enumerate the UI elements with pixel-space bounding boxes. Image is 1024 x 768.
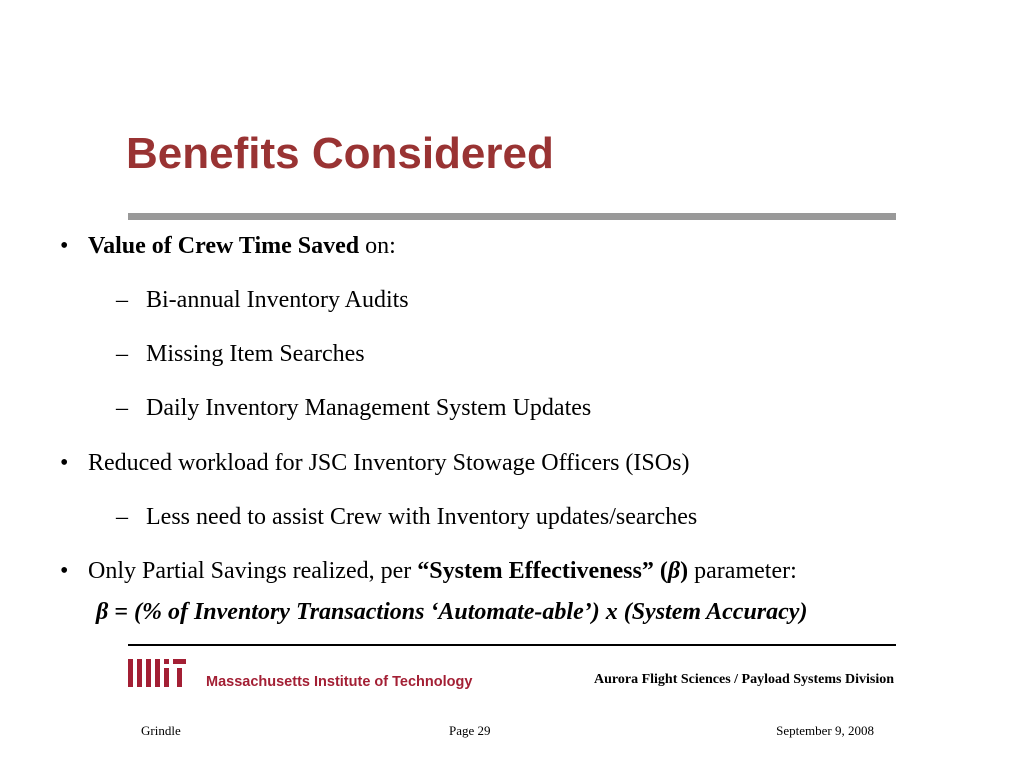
footer-date: September 9, 2008 [776,723,874,738]
bullet-item-partial-savings [88,556,797,586]
sub-bullet-marker: – [116,395,128,421]
footer-page-number: Page 29 [449,723,491,738]
mit-logo-mark [128,659,186,687]
bullet-marker: • [60,233,69,259]
bullet-bold-text: Value of Crew Time Saved [88,233,360,259]
sub-bullet-marker: – [116,504,128,530]
bullet-bold-text: “System Effectiveness” ( [417,558,668,584]
slide-title: Benefits Considered [126,129,554,178]
bullet-bold-text: ) [680,558,689,584]
bullet-text: on: [359,233,396,259]
organization-label: Aurora Flight Sciences / Payload Systems Division [594,672,894,687]
bullet-item-crew-time [88,231,396,261]
sub-item-updates: Daily Inventory Management System Updates [146,395,592,421]
footer-divider [128,644,896,646]
sub-bullet-marker: – [116,341,128,367]
bullet-marker: • [60,450,69,476]
mit-logo-text: Massachusetts Institute of Technology [206,674,473,690]
bullet-marker: • [60,558,69,584]
footer-author: Grindle [141,723,181,738]
sub-bullet-marker: – [116,287,128,313]
effectiveness-formula: β = (% of Inventory Transactions ‘Automate-able’) x (System Accuracy) [96,599,808,625]
bullet-item-workload: Reduced workload for JSC Inventory Stowage Officers (ISOs) [88,450,690,476]
mit-logo [128,656,490,690]
sub-item-searches: Missing Item Searches [146,341,365,367]
beta-symbol: β [667,558,681,584]
sub-item-audits: Bi-annual Inventory Audits [146,287,409,313]
bullet-text: Only Partial Savings realized, per [88,558,418,584]
sub-item-assist: Less need to assist Crew with Inventory updates/searches [146,504,698,530]
bullet-text: parameter: [688,558,797,584]
